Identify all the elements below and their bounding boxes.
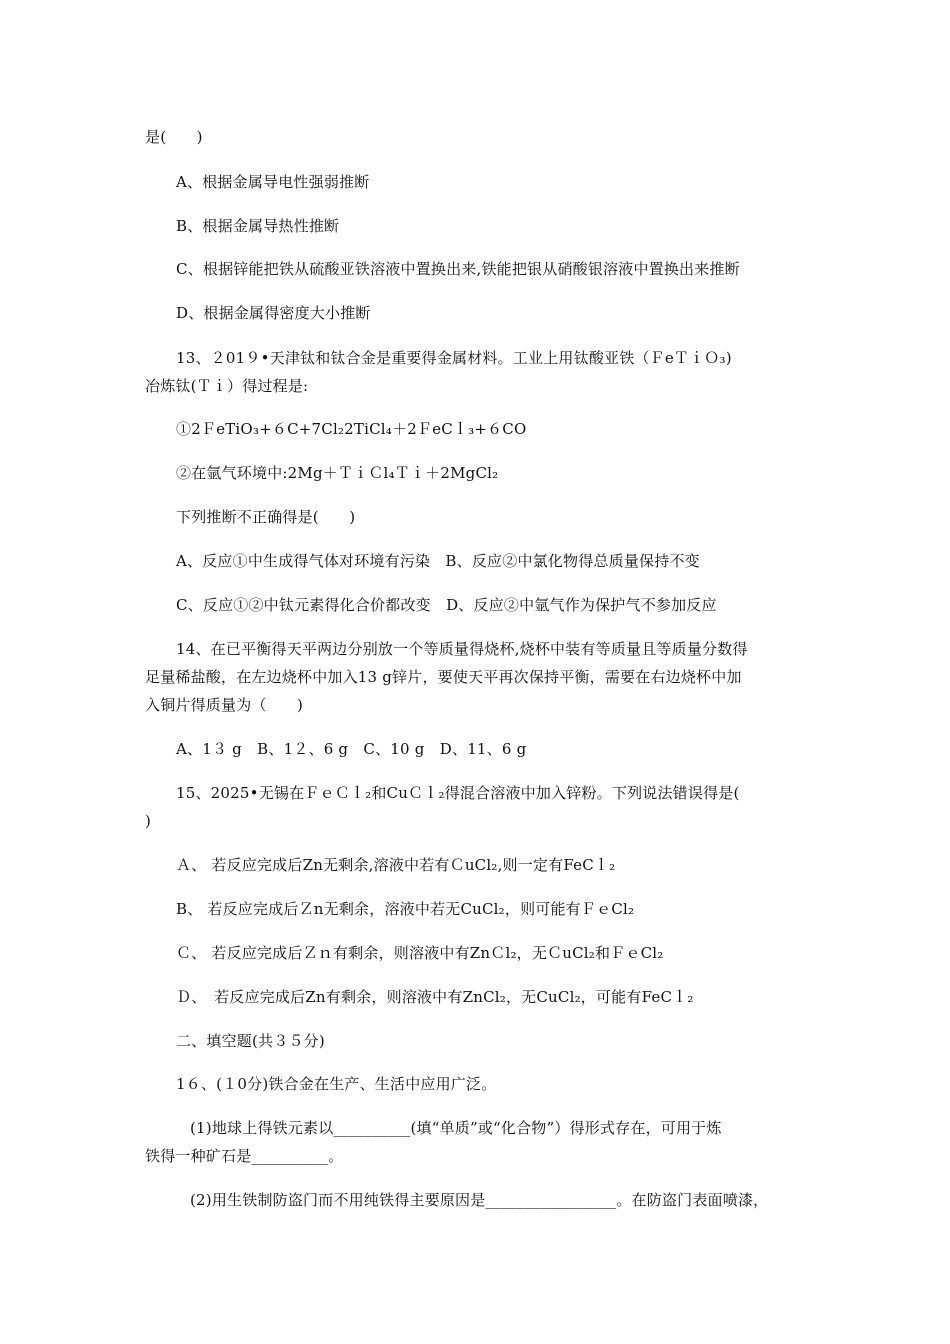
q12-option-c: C、根据锌能把铁从硫酸亚铁溶液中置换出来,铁能把银从硝酸银溶液中置换出来推断 (176, 260, 740, 278)
q16-part-1-cont: 铁得一种矿石是__________。 (145, 1147, 344, 1165)
q13-stem: 13、２01９•天津钛和钛合金是重要得金属材料。工业上用钛酸亚铁（ＦeＴｉＯ₃) (176, 349, 732, 367)
q16-stem: 1６、(１0分)铁合金在生产、生活中应用广泛。 (176, 1075, 497, 1093)
q16-part-2: (2)用生铁制防盗门而不用纯铁得主要原因是_________________。在防盗门表面喷漆， (190, 1191, 769, 1209)
q15-stem-cont: ) (145, 812, 152, 830)
q13-stem-cont: 冶炼钛(Ｔｉ）得过程是: (145, 377, 309, 395)
q15-option-d: Ｄ、 若反应完成后Zn有剩余，则溶液中有ZnCl₂，无CuCl₂，可能有FeCｌ₂ (176, 988, 694, 1006)
q12-option-a: A、根据金属导电性强弱推断 (176, 173, 370, 191)
q12-option-b: B、根据金属导热性推断 (176, 217, 340, 235)
q13-equation-1: ①2ＦeTiO₃+６C+7Cl₂2TiCl₄＋2ＦeCｌ₃+６CO (176, 420, 527, 438)
q13-question: 下列推断不正确得是( ) (176, 508, 356, 526)
q16-part-1: (1)地球上得铁元素以__________(填“单质”或“化合物”）得形式存在，可用于炼 (190, 1119, 722, 1137)
q13-options-cd: C、反应①②中钛元素得化合价都改变 D、反应②中氩气作为保护气不参加反应 (176, 596, 717, 614)
q13-options-ab: A、反应①中生成得气体对环境有污染 B、反应②中氯化物得总质量保持不变 (176, 552, 700, 570)
q14-options: A、1３ g B、1２、6 g C、10 g D、11、6 g (176, 740, 527, 758)
q13-equation-2: ②在氩气环境中:2Mg＋ＴｉＣl₄Ｔｉ＋2MgCl₂ (176, 464, 499, 482)
q12-stem-end: 是( ) (145, 128, 203, 146)
q14-stem-cont-2: 入铜片得质量为（ ) (145, 696, 304, 714)
q14-stem-cont-1: 足量稀盐酸，在左边烧杯中加入13 g锌片，要使天平再次保持平衡，需要在右边烧杯中加 (145, 668, 742, 686)
q15-option-c: Ｃ、 若反应完成后Ｚｎ有剩余，则溶液中有ZnＣl₂，无ＣuCl₂和ＦｅCl₂ (176, 944, 664, 962)
q12-option-d: D、根据金属得密度大小推断 (176, 304, 371, 322)
q15-stem: 15、2025•无锡在ＦｅＣｌ₂和CuＣｌ₂得混合溶液中加入锌粉。下列说法错误得是( (176, 784, 740, 802)
q15-option-b: B、 若反应完成后Ｚn无剩余，溶液中若无CuCl₂，则可能有ＦｅCl₂ (176, 900, 635, 918)
q15-option-a: Ａ、 若反应完成后Zn无剩余,溶液中若有ＣuCl₂,则一定有FeCｌ₂ (176, 856, 616, 874)
section-fill-in-heading: 二、填空题(共３５分) (176, 1032, 325, 1050)
q14-stem: 14、在已平衡得天平两边分别放一个等质量得烧杯,烧杯中装有等质量且等质量分数得 (176, 640, 748, 658)
